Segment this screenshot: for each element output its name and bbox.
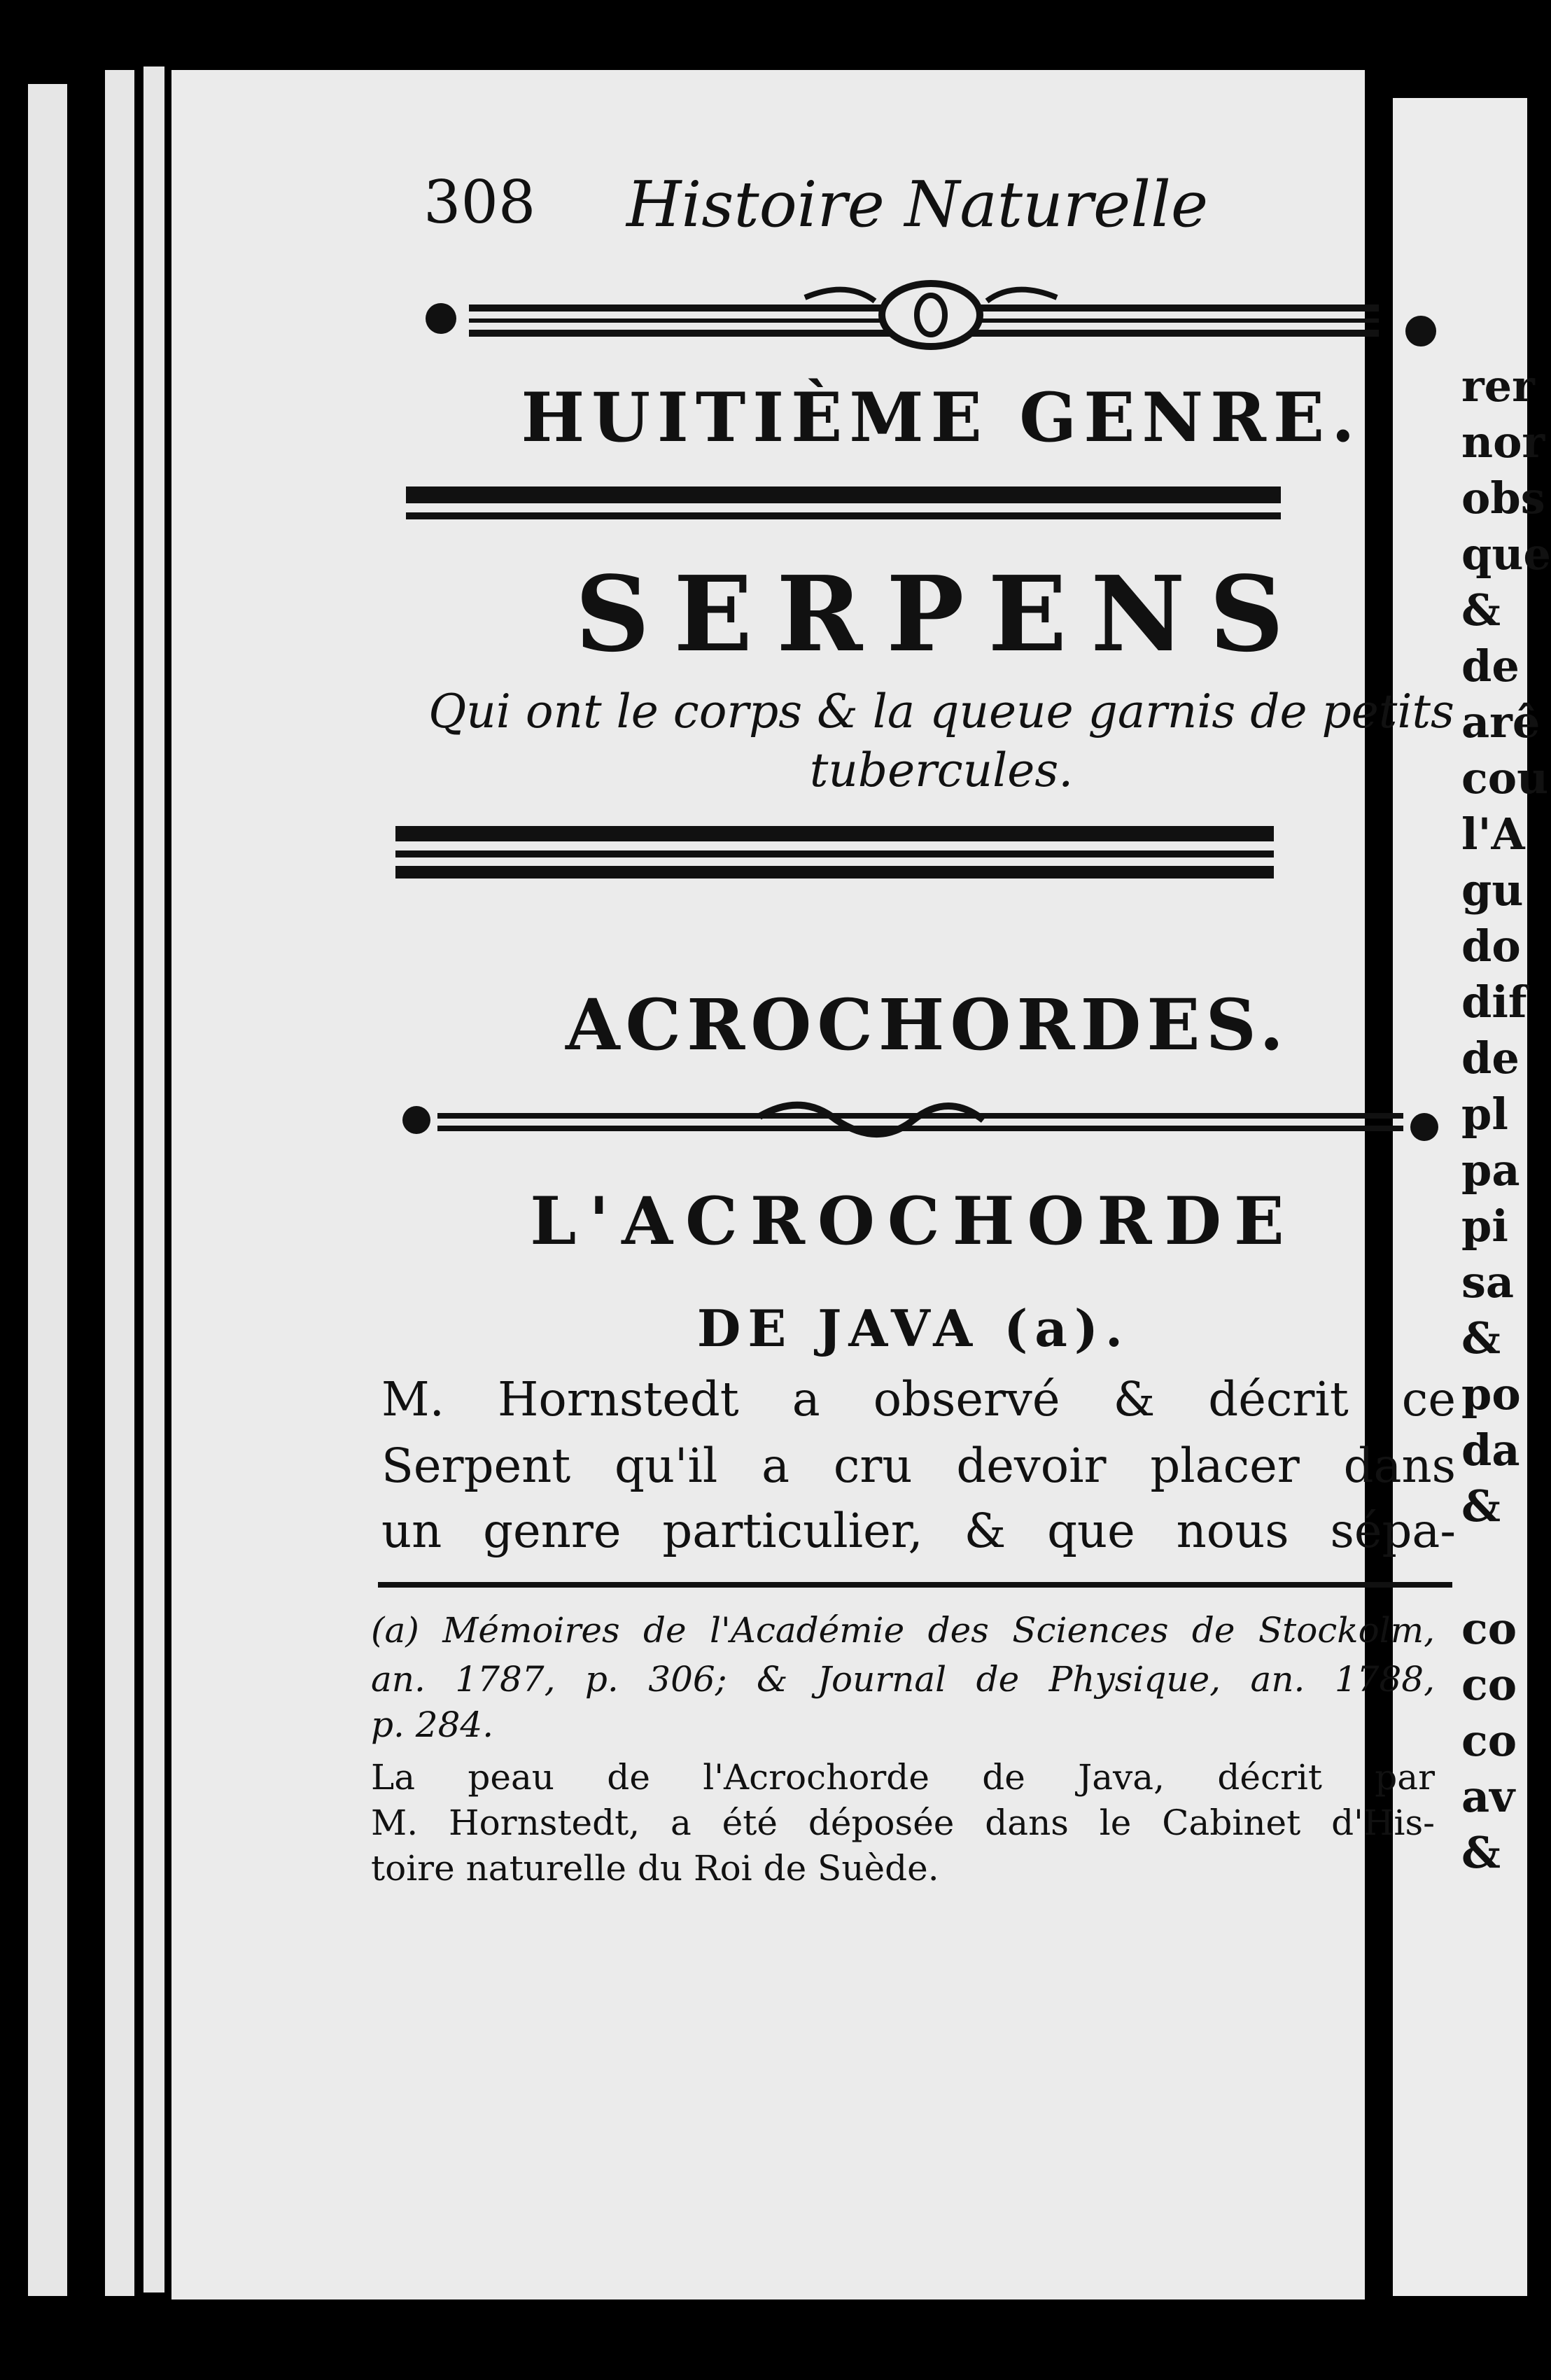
running-title: Histoire Naturelle <box>626 168 1209 241</box>
divider-rule <box>406 486 1281 503</box>
footnote-line: (a) Mémoires de l'Académie des Sciences de Stockolm, <box>371 1610 1435 1651</box>
facing-text: & <box>1461 1312 1501 1364</box>
footnote-line: p. 284. <box>371 1704 494 1745</box>
body-text-line: Serpent qu'il a cru devoir placer dans <box>381 1438 1456 1493</box>
facing-text: av <box>1461 1771 1515 1822</box>
genus-heading: ACROCHORDES. <box>565 983 1290 1066</box>
group-description: Qui ont le corps & la queue garnis de petits tubercules. <box>428 685 1454 797</box>
facing-text: & <box>1461 584 1501 636</box>
facing-text: obs <box>1461 472 1545 524</box>
divider-rule <box>395 850 1274 858</box>
divider-rule <box>395 866 1274 878</box>
species-subheading: DE JAVA (a). <box>696 1298 1130 1358</box>
facing-text: de <box>1461 640 1520 692</box>
facing-text: que <box>1461 528 1551 580</box>
group-title: SERPENS <box>575 553 1308 675</box>
facing-text: & <box>1461 1827 1501 1878</box>
facing-text: co <box>1461 1659 1517 1710</box>
facing-text: gu <box>1461 864 1524 916</box>
facing-text: co <box>1461 1603 1517 1654</box>
facing-text: pi <box>1461 1200 1508 1252</box>
facing-text: pa <box>1461 1144 1520 1196</box>
body-text-line: un genre particulier, & que nous sépa- <box>381 1504 1456 1558</box>
book-edge <box>105 70 134 2296</box>
facing-text: dif <box>1461 976 1527 1028</box>
divider-rule <box>406 512 1281 519</box>
footnote-rule <box>378 1582 1452 1588</box>
genre-heading: HUITIÈME GENRE. <box>521 378 1362 457</box>
facing-text: arê <box>1461 696 1541 748</box>
footnote-line: M. Hornstedt, a été déposée dans le Cabinet d'His- <box>371 1802 1435 1843</box>
footnote-line: La peau de l'Acrochorde de Java, décrit par <box>371 1757 1435 1798</box>
facing-text: do <box>1461 920 1521 972</box>
facing-text: po <box>1461 1368 1521 1420</box>
ornamental-divider <box>395 1092 1452 1162</box>
facing-text: nor <box>1461 416 1545 468</box>
book-edge <box>143 66 164 2292</box>
book-edge <box>28 84 67 2296</box>
ornamental-divider <box>413 276 1463 374</box>
facing-text: cou <box>1461 752 1549 804</box>
species-heading: L'ACROCHORDE <box>530 1183 1297 1260</box>
facing-text: rer <box>1461 360 1535 412</box>
book-page <box>171 70 1456 2300</box>
facing-text: de <box>1461 1032 1520 1084</box>
divider-rule <box>395 826 1274 841</box>
facing-text: pl <box>1461 1088 1508 1140</box>
facing-text: l'A <box>1461 808 1525 860</box>
facing-text: sa <box>1461 1256 1515 1308</box>
page-number: 308 <box>423 168 536 237</box>
body-text-line: M. Hornstedt a observé & décrit ce <box>381 1372 1456 1427</box>
facing-text: co <box>1461 1715 1517 1766</box>
footnote-line: toire naturelle du Roi de Suède. <box>371 1848 939 1889</box>
facing-text: da <box>1461 1424 1520 1476</box>
footnote-line: an. 1787, p. 306; & Journal de Physique, an. 1788, <box>371 1659 1435 1700</box>
facing-text: & <box>1461 1480 1501 1532</box>
